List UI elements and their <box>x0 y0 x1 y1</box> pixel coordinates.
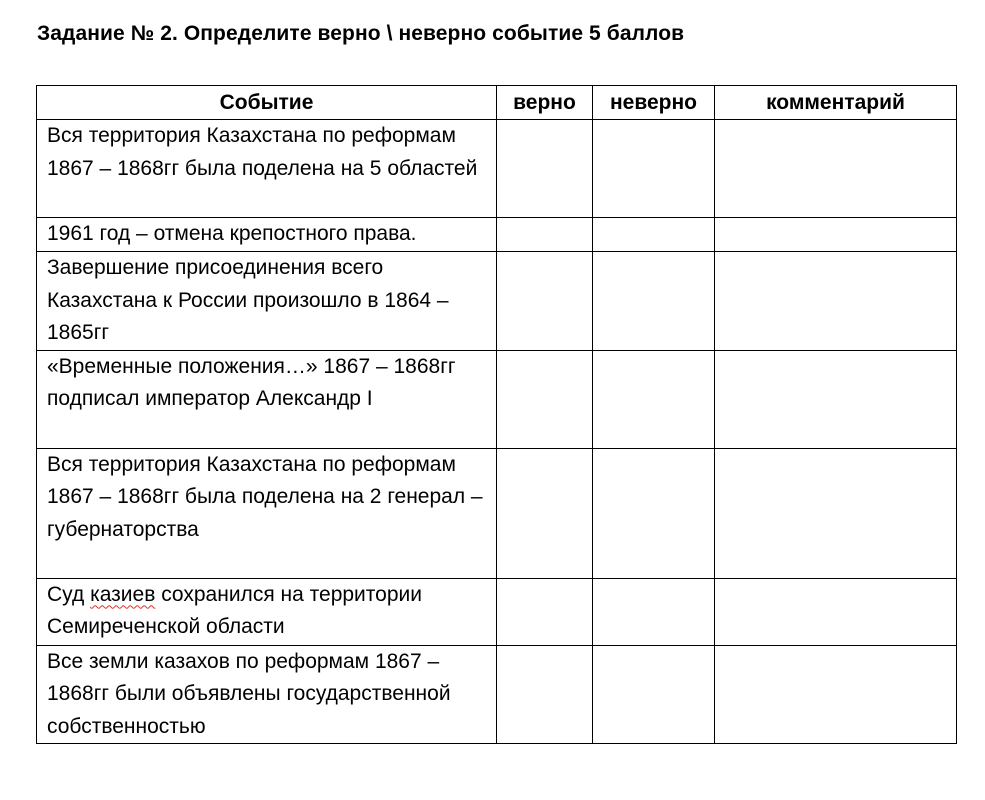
comment-cell[interactable] <box>715 448 957 578</box>
false-cell[interactable] <box>593 252 715 351</box>
table-row <box>37 350 957 448</box>
comment-cell[interactable] <box>715 252 957 351</box>
true-cell[interactable] <box>497 252 593 351</box>
false-cell[interactable] <box>593 448 715 578</box>
event-cell <box>37 578 497 645</box>
event-cell: Вся территория Казахстана по реформам 1867 – 1868гг была поделена на 5 областей <box>37 120 497 218</box>
header-true: верно <box>497 86 593 120</box>
header-comment: комментарий <box>715 86 957 120</box>
false-cell[interactable] <box>593 120 715 218</box>
true-cell[interactable] <box>497 120 593 218</box>
true-cell[interactable] <box>497 578 593 645</box>
table-row <box>37 578 957 645</box>
false-cell[interactable] <box>593 350 715 448</box>
comment-cell[interactable] <box>715 578 957 645</box>
events-table <box>36 85 957 744</box>
header-false: неверно <box>593 86 715 120</box>
event-cell: 1961 год – отмена крепостного права. <box>37 218 497 252</box>
table-row <box>37 120 957 218</box>
table-row <box>37 645 957 744</box>
true-cell[interactable] <box>497 350 593 448</box>
false-cell[interactable] <box>593 578 715 645</box>
false-cell[interactable] <box>593 645 715 744</box>
true-cell[interactable] <box>497 218 593 252</box>
header-row <box>37 86 957 120</box>
assignment-title: Задание № 2. Определите верно \ неверно событие 5 баллов <box>37 22 685 45</box>
event-text-end: сохранился на территории Семиреченской области <box>47 582 422 638</box>
true-cell[interactable] <box>497 448 593 578</box>
event-cell: Вся территория Казахстана по реформам 1867 – 1868гг была поделена на 2 генерал – губернаторства <box>37 448 497 578</box>
event-text-start: Суд <box>47 582 91 606</box>
comment-cell[interactable] <box>715 218 957 252</box>
header-event: Событие <box>37 86 497 120</box>
comment-cell[interactable] <box>715 350 957 448</box>
event-cell: Все земли казахов по реформам 1867 – 1868гг были объявлены государственной собственностью <box>37 645 497 744</box>
spellcheck-flagged-word: казиев <box>90 582 156 606</box>
table-row <box>37 252 957 351</box>
comment-cell[interactable] <box>715 120 957 218</box>
comment-cell[interactable] <box>715 645 957 744</box>
true-cell[interactable] <box>497 645 593 744</box>
event-cell: «Временные положения…» 1867 – 1868гг подписал император Александр I <box>37 350 497 448</box>
false-cell[interactable] <box>593 218 715 252</box>
table-row <box>37 448 957 578</box>
table-row <box>37 218 957 252</box>
event-cell: Завершение присоединения всего Казахстана к России произошло в 1864 – 1865гг <box>37 252 497 351</box>
